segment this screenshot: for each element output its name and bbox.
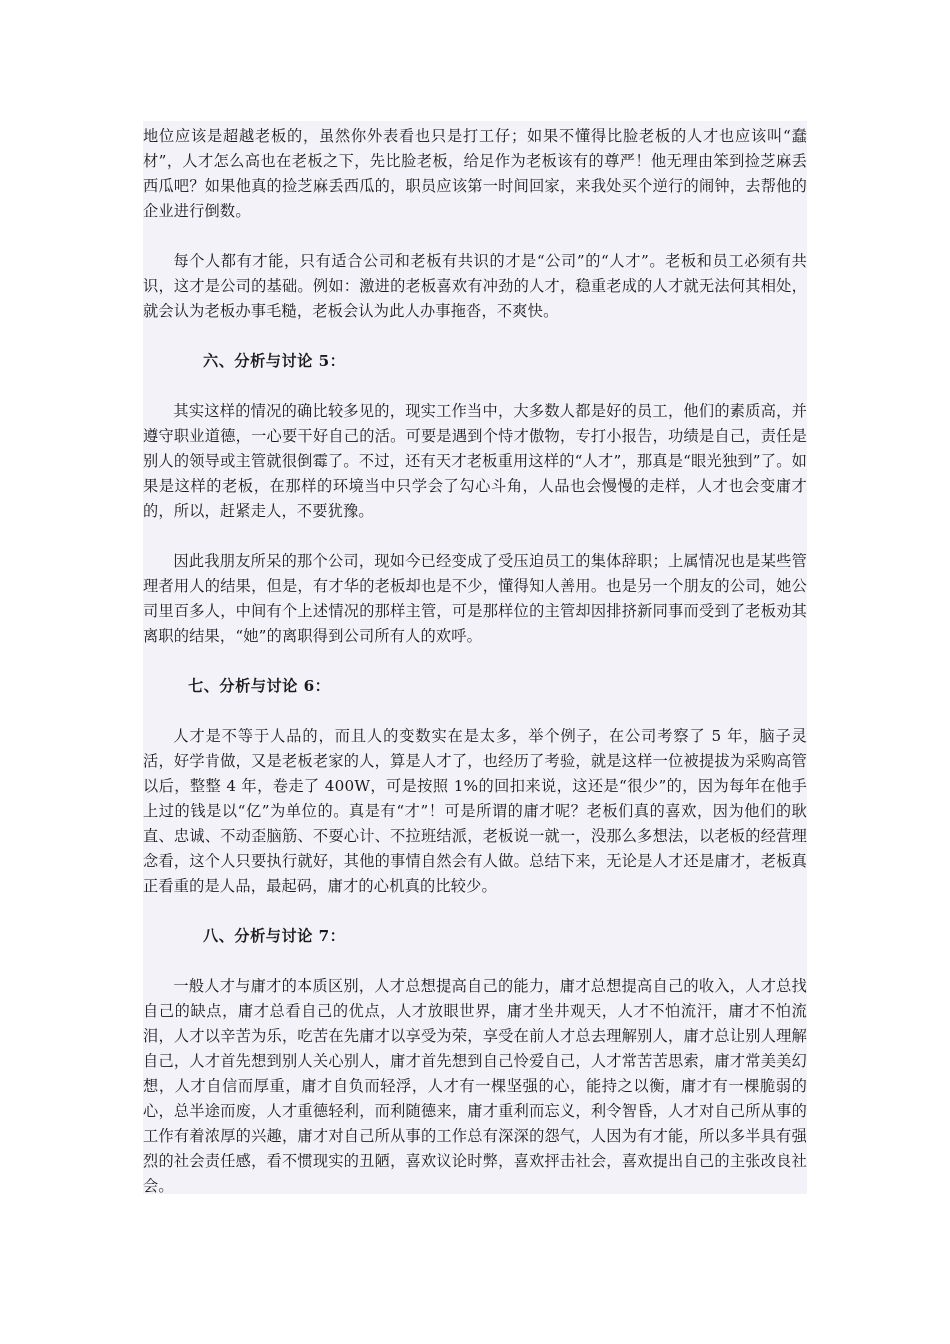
section-heading-7: 七、分析与讨论 6：	[188, 677, 331, 695]
document-page	[143, 121, 807, 1194]
paragraph-5: 人才是不等于人品的，而且人的变数实在是太多，举个例子，在公司考察了 5 年，脑子灵活，好学肯做，又是老板老家的人，算是人才了，也经历了考验，就是这样一位被提拔为采购高管以后，整整 4 年，卷走了 400W，可是按照 1%的回扣来说，这还是“很少”的，因为每年在他手上过的钱是以“亿”为单位的。真是有“才”！可是所谓的庸才呢？老板们真的喜欢，因为他们的耿直、忠诚、不动歪脑筋、不耍心计、不拉班结派，老板说一就一，没那么多想法，以老板的经营理念看，这个人只要执行就好，其他的事情自然会有人做。总结下来，无论是人才还是庸才，老板真正看重的是人品，最起码，庸才的心机真的比较少。	[143, 727, 807, 895]
paragraph-6: 一般人才与庸才的本质区别，人才总想提高自己的能力，庸才总想提高自己的收入，人才总找自己的缺点，庸才总看自己的优点，人才放眼世界，庸才坐井观天，人才不怕流汗，庸才不怕流泪，人才以辛苦为乐，吃苦在先庸才以享受为荣，享受在前人才总去理解别人，庸才总让别人理解自己，人才首先想到别人关心别人，庸才首先想到自己怜爱自己，人才常苦苦思索，庸才常美美幻想，人才自信而厚重，庸才自负而轻浮，人才有一棵坚强的心，能持之以衡，庸才有一棵脆弱的心，总半途而废，人才重德轻利，而利随德来，庸才重利而忘义，利令智昏，人才对自己所从事的工作有着浓厚的兴趣，庸才对自己所从事的工作总有深深的怨气，人因为有才能，所以多半具有强烈的社会责任感，看不惯现实的丑陋，喜欢议论时弊，喜欢抨击社会，喜欢提出自己的主张改良社会。	[143, 977, 807, 1195]
section-heading-6: 六、分析与讨论 5：	[203, 352, 346, 370]
paragraph-2: 每个人都有才能，只有适合公司和老板有共识的才是“公司”的“人才”。老板和员工必须有共识，这才是公司的基础。例如：激进的老板喜欢有冲劲的人才，稳重老成的人才就无法何其相处，就会认为老板办事毛糙，老板会认为此人办事拖沓，不爽快。	[143, 252, 807, 320]
paragraph-1: 地位应该是超越老板的，虽然你外表看也只是打工仔；如果不懂得比脸老板的人才也应该叫“蠢材”，人才怎么高也在老板之下，先比脸老板，给足作为老板该有的尊严！他无理由笨到捡芝麻丢西瓜吧？如果他真的捡芝麻丢西瓜的，职员应该第一时间回家，来我处买个逆行的闹钟，去帮他的企业进行倒数。	[143, 127, 807, 220]
section-heading-8: 八、分析与讨论 7：	[203, 927, 346, 945]
paragraph-4: 因此我朋友所呆的那个公司，现如今已经变成了受压迫员工的集体辞职；上属情况也是某些管理者用人的结果，但是，有才华的老板却也是不少，懂得知人善用。也是另一个朋友的公司，她公司里百多人，中间有个上述情况的那样主管，可是那样位的主管却因排挤新同事而受到了老板劝其离职的结果，“她”的离职得到公司所有人的欢呼。	[143, 552, 807, 645]
paragraph-3: 其实这样的情况的确比较多见的，现实工作当中，大多数人都是好的员工，他们的素质高，并遵守职业道德，一心要干好自己的活。可要是遇到个恃才傲物，专打小报告，功绩是自己，责任是别人的领导或主管就很倒霉了。不过，还有天才老板重用这样的“人才”，那真是“眼光独到”了。如果是这样的老板，在那样的环境当中只学会了勾心斗角，人品也会慢慢的走样，人才也会变庸才的，所以，赶紧走人，不要犹豫。	[143, 402, 807, 520]
